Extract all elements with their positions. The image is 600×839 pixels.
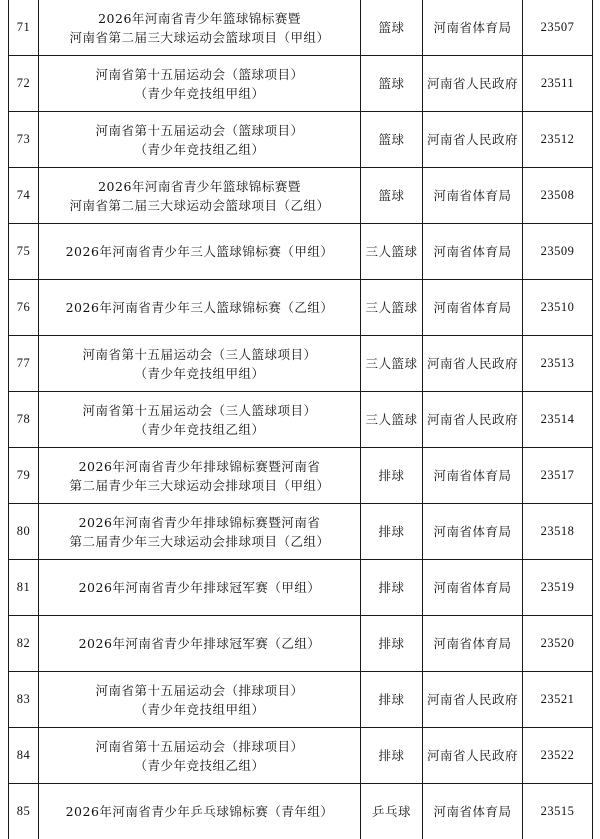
- event-name-line: 第二届青少年三大球运动会排球项目（乙组）: [41, 532, 358, 551]
- sport-cell: 篮球: [361, 168, 423, 224]
- event-name-cell: [39, 728, 361, 784]
- organizer-cell: 河南省人民政府: [423, 336, 523, 392]
- event-name-line: 2026年河南省青少年排球冠军赛（乙组）: [41, 634, 358, 653]
- organizer-cell: 河南省体育局: [423, 616, 523, 672]
- row-index-cell: 81: [9, 560, 39, 616]
- event-code-cell: 23512: [523, 112, 593, 168]
- event-code-cell: 23522: [523, 728, 593, 784]
- sport-cell: 三人篮球: [361, 224, 423, 280]
- sport-cell: 篮球: [361, 0, 423, 56]
- row-index-cell: 85: [9, 784, 39, 839]
- row-index-cell: 78: [9, 392, 39, 448]
- event-name-line: 2026年河南省青少年排球锦标赛暨河南省: [41, 457, 358, 476]
- event-code-cell: 23521: [523, 672, 593, 728]
- event-code-cell: 23520: [523, 616, 593, 672]
- row-index-cell: 79: [9, 448, 39, 504]
- row-index-cell: 82: [9, 616, 39, 672]
- event-name-line: 2026年河南省青少年三人篮球锦标赛（甲组）: [41, 242, 358, 261]
- row-index-cell: 73: [9, 112, 39, 168]
- event-name-cell: [39, 616, 361, 672]
- event-name-line: 2026年河南省青少年排球冠军赛（甲组）: [41, 578, 358, 597]
- organizer-cell: 河南省人民政府: [423, 672, 523, 728]
- event-code-cell: 23514: [523, 392, 593, 448]
- event-name-line: 2026年河南省青少年乒乓球锦标赛（青年组）: [41, 802, 358, 821]
- event-name-line: （青少年竞技组乙组）: [41, 756, 358, 775]
- event-name-line: （青少年竞技组乙组）: [41, 140, 358, 159]
- event-name-line: 河南省第十五届运动会（三人篮球项目）: [41, 401, 358, 420]
- event-code-cell: 23519: [523, 560, 593, 616]
- organizer-cell: 河南省体育局: [423, 504, 523, 560]
- event-name-line: 河南省第十五届运动会（篮球项目）: [41, 65, 358, 84]
- event-code-cell: 23509: [523, 224, 593, 280]
- row-index-cell: 83: [9, 672, 39, 728]
- organizer-cell: 河南省人民政府: [423, 56, 523, 112]
- event-code-cell: 23515: [523, 784, 593, 839]
- event-name-line: 河南省第十五届运动会（篮球项目）: [41, 121, 358, 140]
- event-name-line: （青少年竞技组甲组）: [41, 700, 358, 719]
- organizer-cell: 河南省体育局: [423, 168, 523, 224]
- row-index-cell: 77: [9, 336, 39, 392]
- organizer-cell: 河南省人民政府: [423, 728, 523, 784]
- sport-cell: 排球: [361, 616, 423, 672]
- row-index-cell: 74: [9, 168, 39, 224]
- sport-cell: 排球: [361, 448, 423, 504]
- event-name-cell: [39, 112, 361, 168]
- event-name-line: 2026年河南省青少年三人篮球锦标赛（乙组）: [41, 298, 358, 317]
- organizer-cell: 河南省人民政府: [423, 392, 523, 448]
- event-name-cell: [39, 504, 361, 560]
- organizer-cell: 河南省人民政府: [423, 112, 523, 168]
- organizer-cell: 河南省体育局: [423, 0, 523, 56]
- event-code-cell: 23513: [523, 336, 593, 392]
- table-row: [9, 392, 593, 448]
- event-name-line: 河南省第十五届运动会（排球项目）: [41, 737, 358, 756]
- event-name-cell: [39, 448, 361, 504]
- table-row: [9, 224, 593, 280]
- sport-cell: 篮球: [361, 112, 423, 168]
- sport-cell: 排球: [361, 504, 423, 560]
- event-name-cell: [39, 280, 361, 336]
- event-name-cell: [39, 560, 361, 616]
- event-name-cell: [39, 0, 361, 56]
- event-name-line: 河南省第十五届运动会（三人篮球项目）: [41, 345, 358, 364]
- event-name-line: 河南省第二届三大球运动会篮球项目（甲组）: [41, 28, 358, 47]
- table-row: [9, 616, 593, 672]
- row-index-cell: 71: [9, 0, 39, 56]
- organizer-cell: 河南省体育局: [423, 560, 523, 616]
- table-row: [9, 560, 593, 616]
- row-index-cell: 76: [9, 280, 39, 336]
- table-row: [9, 784, 593, 839]
- event-name-line: （青少年竞技组甲组）: [41, 364, 358, 383]
- event-name-cell: [39, 168, 361, 224]
- events-table: [8, 0, 593, 839]
- event-name-cell: [39, 336, 361, 392]
- table-row: [9, 448, 593, 504]
- event-name-cell: [39, 224, 361, 280]
- event-name-cell: [39, 672, 361, 728]
- event-name-line: （青少年竞技组甲组）: [41, 84, 358, 103]
- event-name-line: 河南省第二届三大球运动会篮球项目（乙组）: [41, 196, 358, 215]
- row-index-cell: 75: [9, 224, 39, 280]
- event-name-line: 2026年河南省青少年篮球锦标赛暨: [41, 177, 358, 196]
- table-row: [9, 336, 593, 392]
- event-name-cell: [39, 392, 361, 448]
- organizer-cell: 河南省体育局: [423, 784, 523, 839]
- row-index-cell: 84: [9, 728, 39, 784]
- row-index-cell: 72: [9, 56, 39, 112]
- organizer-cell: 河南省体育局: [423, 280, 523, 336]
- event-name-line: （青少年竞技组乙组）: [41, 420, 358, 439]
- event-name-cell: [39, 56, 361, 112]
- table-row: [9, 0, 593, 56]
- event-name-line: 2026年河南省青少年排球锦标赛暨河南省: [41, 513, 358, 532]
- event-code-cell: 23507: [523, 0, 593, 56]
- event-code-cell: 23517: [523, 448, 593, 504]
- sport-cell: 三人篮球: [361, 280, 423, 336]
- table-row: [9, 168, 593, 224]
- sport-cell: 排球: [361, 672, 423, 728]
- table-row: [9, 504, 593, 560]
- sport-cell: 三人篮球: [361, 336, 423, 392]
- sport-cell: 三人篮球: [361, 392, 423, 448]
- event-name-line: 河南省第十五届运动会（排球项目）: [41, 681, 358, 700]
- table-row: [9, 728, 593, 784]
- sport-cell: 乒乓球: [361, 784, 423, 839]
- table-row: [9, 56, 593, 112]
- event-name-line: 2026年河南省青少年篮球锦标赛暨: [41, 9, 358, 28]
- sport-cell: 排球: [361, 728, 423, 784]
- sport-cell: 篮球: [361, 56, 423, 112]
- row-index-cell: 80: [9, 504, 39, 560]
- event-name-cell: [39, 784, 361, 839]
- event-code-cell: 23518: [523, 504, 593, 560]
- table-row: [9, 672, 593, 728]
- event-code-cell: 23511: [523, 56, 593, 112]
- organizer-cell: 河南省体育局: [423, 224, 523, 280]
- table-row: [9, 112, 593, 168]
- organizer-cell: 河南省体育局: [423, 448, 523, 504]
- event-code-cell: 23508: [523, 168, 593, 224]
- event-code-cell: 23510: [523, 280, 593, 336]
- sport-cell: 排球: [361, 560, 423, 616]
- table-row: [9, 280, 593, 336]
- event-name-line: 第二届青少年三大球运动会排球项目（甲组）: [41, 476, 358, 495]
- events-table-body: [9, 0, 593, 839]
